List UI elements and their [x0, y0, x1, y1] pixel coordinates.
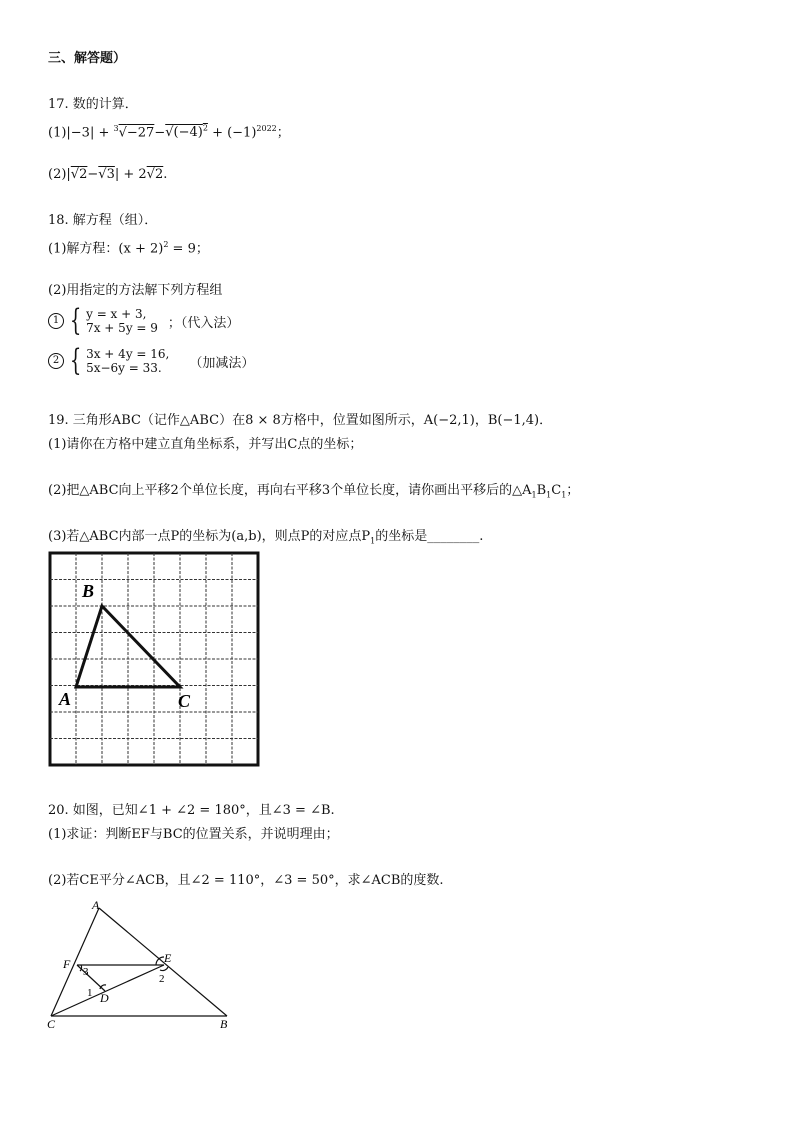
- q18-system-2: 2 { 3x + 4y = 16, 5x−6y = 33. （加减法）: [48, 346, 254, 376]
- label-f: F: [63, 957, 71, 971]
- q19-part1: (1)请你在方格中建立直角坐标系，并写出C点的坐标；: [48, 437, 363, 452]
- section-title: 三、解答题）: [48, 51, 127, 66]
- q18-part1: (1)解方程：$(x + 2)^2 = 9$；: [48, 240, 209, 257]
- q19-part2: (2)把△ABC向上平移2个单位长度，再向右平移3个单位长度，请你画出平移后的$\triangle A_1B_1C_1$；: [48, 483, 580, 500]
- q18-system-1: 1 { y = x + 3, 7x + 5y = 9 ；（代入法）: [48, 306, 239, 336]
- grid-figure: [48, 551, 262, 768]
- angle-label-2: 2: [159, 973, 165, 985]
- label-c: C: [178, 691, 191, 711]
- label-d: D: [100, 991, 109, 1005]
- circled-number-2: 2: [48, 353, 64, 369]
- brace-icon: {: [69, 303, 82, 338]
- q19-part3: (3)若△ABC内部一点P的坐标为(a,b)，则点P的对应点$P_1$的坐标是________.: [48, 529, 484, 546]
- angle-label-1: 1: [87, 987, 93, 999]
- q19-title: 19. 三角形ABC（记作△ABC）在8 × 8方格中，位置如图所示，A(−2,1)，B(−1,4)．: [48, 413, 553, 428]
- label-e: E: [164, 951, 172, 965]
- q17-title: 17. 数的计算．: [48, 97, 138, 112]
- q17-part2: (2)|√2−√3| + 2√2.: [48, 167, 168, 182]
- q18-title: 18. 解方程（组）．: [48, 213, 158, 228]
- q20-part1: (1)求证：判断EF与BC的位置关系，并说明理由；: [48, 827, 339, 842]
- q17-part1: $(1)|-3| + ^3√-27-√(-4)^2 + (-1)^{2022}$；: [48, 124, 290, 141]
- brace-icon: {: [69, 343, 82, 378]
- geometry-figure: [40, 895, 240, 1035]
- q20-title: 20. 如图，已知∠1 + ∠2 = 180°，且∠3 = ∠B.: [48, 803, 335, 818]
- label-a: A: [59, 689, 72, 709]
- label-b: B: [82, 581, 95, 601]
- circled-number-1: 1: [48, 313, 64, 329]
- q20-part2: (2)若CE平分∠ACB，且∠2 = 110°，∠3 = 50°，求∠ACB的度数.: [48, 873, 444, 888]
- label-a: A: [92, 898, 100, 912]
- q18-part2-title: (2)用指定的方法解下列方程组: [48, 283, 223, 298]
- angle-label-3: 3: [83, 966, 89, 978]
- label-c: C: [47, 1017, 56, 1031]
- label-b: B: [220, 1017, 228, 1031]
